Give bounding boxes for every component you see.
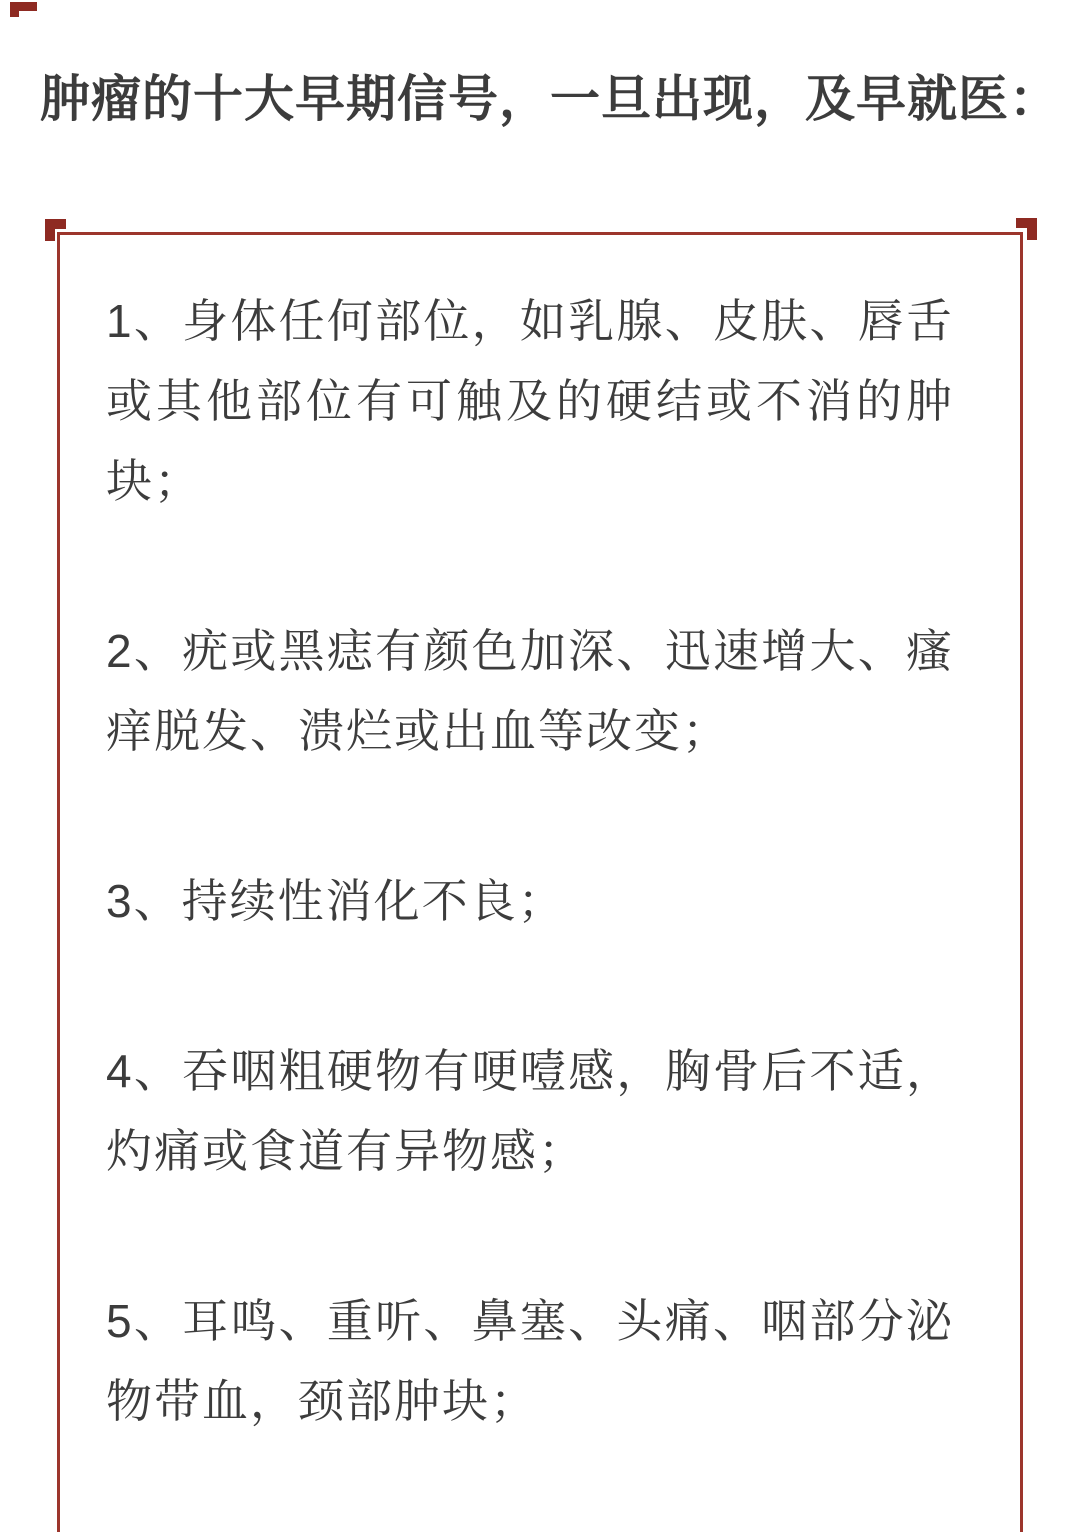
signal-item-1: 1、身体任何部位，如乳腺、皮肤、唇舌或其他部位有可触及的硬结或不消的肿块； xyxy=(106,295,954,507)
signal-item-2: 2、疣或黑痣有颜色加深、迅速增大、瘙痒脱发、溃烂或出血等改变； xyxy=(106,625,954,757)
signal-item-5: 5、耳鸣、重听、鼻塞、头痛、咽部分泌物带血，颈部肿块； xyxy=(106,1295,954,1427)
page-corner-mark xyxy=(10,2,37,17)
signal-box xyxy=(57,232,1023,1532)
article-title: 肿瘤的十大早期信号，一旦出现，及早就医： xyxy=(40,71,1060,127)
signal-item-3: 3、持续性消化不良； xyxy=(106,875,566,927)
signal-item-4: 4、吞咽粗硬物有哽噎感，胸骨后不适，灼痛或食道有异物感； xyxy=(106,1045,954,1177)
